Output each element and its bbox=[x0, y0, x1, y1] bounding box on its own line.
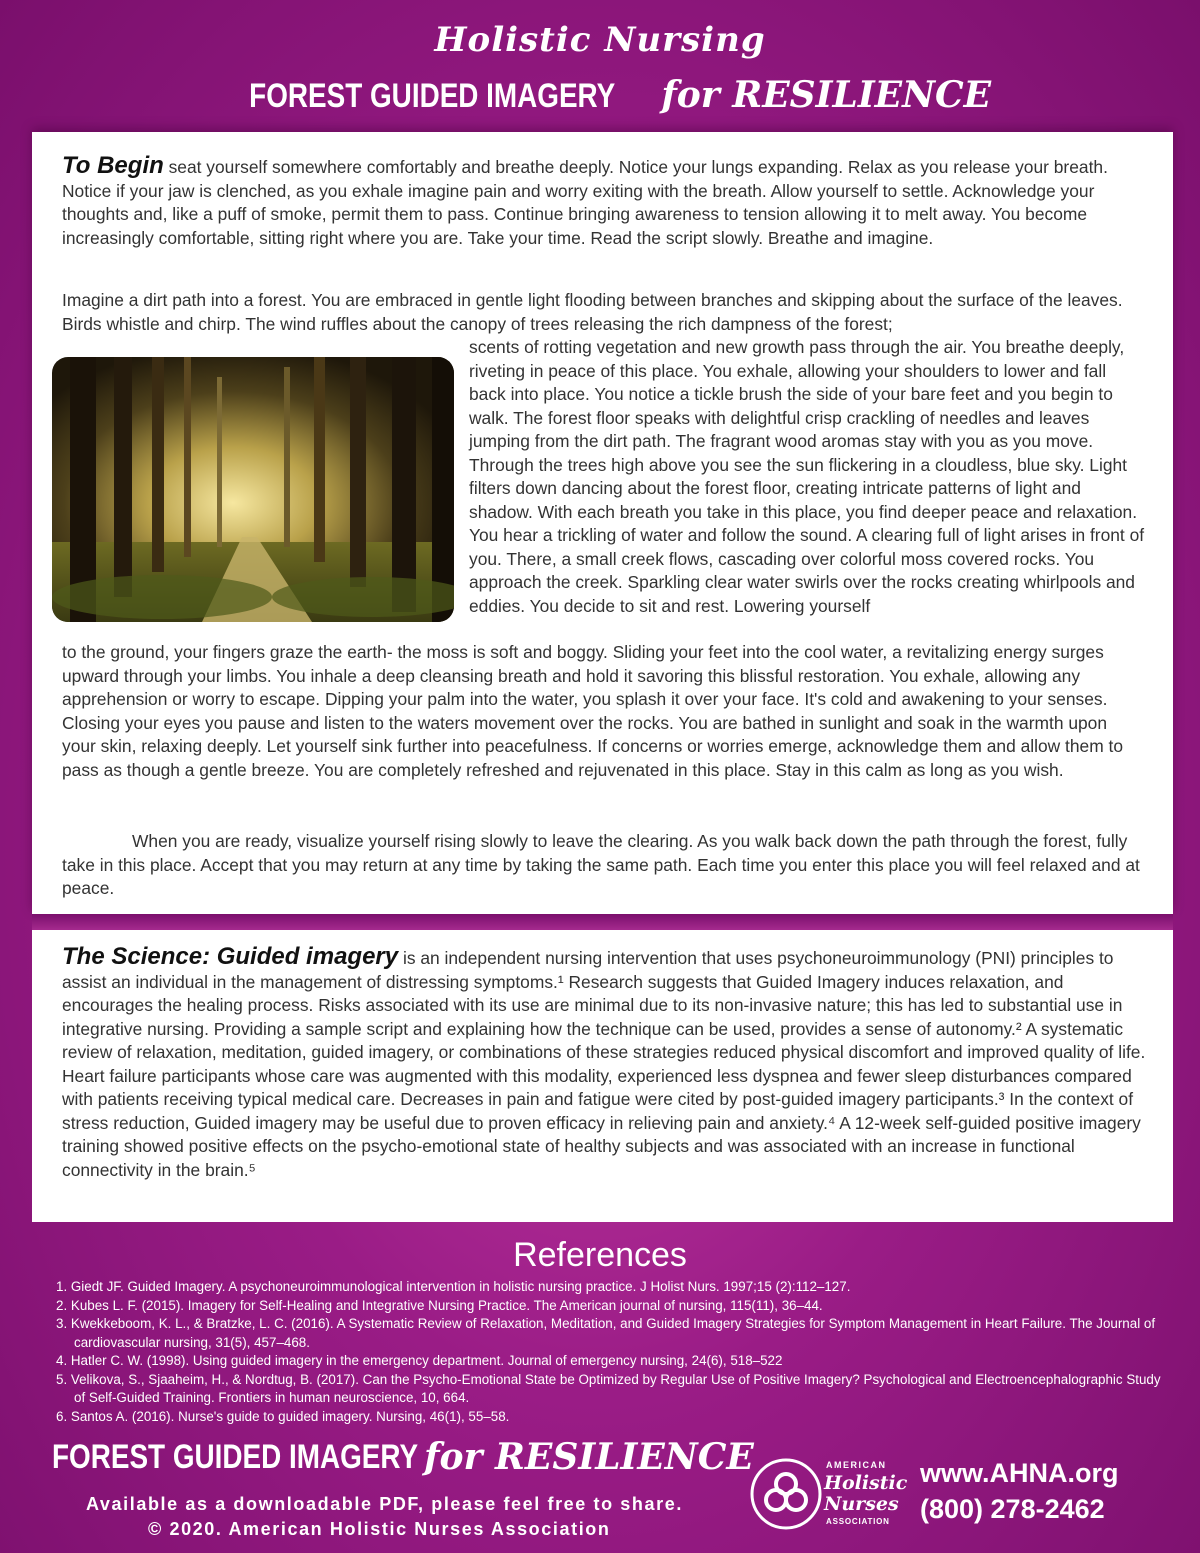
forest-path-image bbox=[52, 357, 454, 622]
intro-paragraph bbox=[62, 154, 1142, 250]
footer-title-script: for RESILIENCE bbox=[424, 1436, 754, 1478]
logo-line-american: AMERICAN bbox=[826, 1460, 887, 1470]
header bbox=[0, 0, 1200, 130]
phone-number: (800) 278-2462 bbox=[920, 1494, 1105, 1524]
references-title: References bbox=[513, 1236, 687, 1274]
references-list bbox=[56, 1278, 1166, 1426]
header-title-main: FOREST GUIDED IMAGERY bbox=[249, 77, 616, 115]
intro-lead: To Begin bbox=[62, 152, 164, 179]
forest-photo bbox=[52, 357, 454, 622]
reference-item: 6. Santos A. (2016). Nurse's guide to guided imagery. Nursing, 46(1), 55–58. bbox=[56, 1408, 510, 1424]
footer-title bbox=[52, 1436, 754, 1478]
intro-text: seat yourself somewhere comfortably and breathe deeply. Notice your lungs expanding. Relax as you release your breath. Notice if your jaw is clenched, as you exhale imagine pain and worry exiting with the breath. Allow yourself to settle. Acknowledge your thoughts and, like a puff of smoke, permit them to pass. Continue bringing awareness to tension allowing it to melt away. You become increasingly comfortable, sitting right where you are. Take your time. Read the script slowly. Breathe and imagine. bbox=[62, 157, 1108, 248]
logo-line-holistic: Holistic bbox=[824, 1472, 908, 1494]
section-divider bbox=[32, 914, 1173, 930]
logo-line-association: ASSOCIATION bbox=[826, 1517, 890, 1526]
header-subtitle: Holistic Nursing bbox=[434, 20, 766, 60]
ahna-triple-circle-icon bbox=[748, 1456, 920, 1534]
website-link[interactable]: www.AHNA.org bbox=[920, 1458, 1119, 1488]
science-lead: The Science: Guided imagery bbox=[62, 943, 399, 970]
reference-item: 5. Velikova, S., Sjaaheim, H., & Nordtug, B. (2017). Can the Psycho-Emotional State be Optimized by Regular Use of Positive Imagery? Psychological and Electroencephalographic Study of Self-Guided Training. Frontiers in human neuroscience, 10, 664. bbox=[56, 1371, 1161, 1405]
closing-paragraph: When you are ready, visualize yourself rising slowly to leave the clearing. As you walk back down the path through the forest, fully take in this place. Accept that you may return at any time by taking the same path. Each time you enter this place you will feel relaxed and at peace. bbox=[62, 831, 1140, 898]
reference-item: 4. Hatler C. W. (1998). Using guided imagery in the emergency department. Journal of emergency nursing, 24(6), 518–522 bbox=[56, 1353, 783, 1368]
ahna-logo bbox=[748, 1456, 920, 1534]
science-paragraph bbox=[62, 945, 1147, 1182]
imagery-bottom-paragraph: to the ground, your fingers graze the earth- the moss is soft and boggy. Sliding your feet into the cool water, a revitalizing energy surges upward through your limbs. You inhale a deep cleansing breath and hold it savoring this blissful restoration. You exhale, allowing any apprehension or worry to escape. Dipping your palm into the water, you splash it over your face. It's cold and awakening to your senses. Closing your eyes you pause and listen to the waters movement over the rocks. You are bathed in sunlight and soak in the warmth upon your skin, relaxing deeply. Let yourself sink further into peacefulness. If concerns or worries emerge, acknowledge them and allow them to pass as though a gentle breeze. You are completely refreshed and rejuvenated in this place. Stay in this calm as long as you wish. bbox=[62, 642, 1124, 780]
imagery-top-paragraph: Imagine a dirt path into a forest. You are embraced in gentle light flooding between branches and skipping about the surface of the leaves. Birds whistle and chirp. The wind ruffles about the canopy of trees releasing the rich dampness of the forest; bbox=[62, 290, 1123, 334]
footer-title-main: FOREST GUIDED IMAGERY bbox=[52, 1438, 419, 1476]
imagery-side-paragraph: scents of rotting vegetation and new growth pass through the air. You breathe deeply, riveting in peace of this place. You exhale, allowing your shoulders to lower and fall back into place. You notice a tickle brush the side of your bare feet and you begin to walk. The forest floor speaks with delightful crisp crackling of needles and leaves jumping from the dirt path. The fragrant wood aromas stay with you as you move. Through the trees high above you see the sun flickering in a cloudless, blue sky. Light filters down dancing about the forest floor, creating intricate patterns of light and shadow. With each breath you take in this place, you find deeper peace and relaxation. You hear a trickling of water and follow the sound. A clearing full of light arises in front of you. There, a small creek flows, cascading over colorful moss covered rocks. You approach the creek. Sparkling clear water swirls over the rocks creating whirlpools and eddies. You decide to sit and rest. Lowering yourself bbox=[469, 337, 1145, 616]
header-title-script: for RESILIENCE bbox=[661, 74, 992, 116]
header-title bbox=[0, 74, 1200, 116]
footer-copyright: © 2020. American Holistic Nurses Association bbox=[148, 1519, 611, 1539]
science-text: is an independent nursing intervention that uses psychoneuroimmunology (PNI) principles to assist an individual in the management of distressing symptoms.¹ Research suggests that Guided Imagery induces relaxation, and encourages the healing process. Risks associated with its use are minimal due to its non-invasive nature; this has led to substantial use in integrative nursing. Providing a sample script and explaining how the technique can be used, provides a sense of autonomy.² A systematic review of relaxation, meditation, guided imagery, or combinations of these strategies reduced physical discomfort and improved quality of life. Heart failure participants whose care was augmented with this modality, experienced less dyspnea and fewer sleep disturbances compared with patients receiving typical medical care. Decreases in pain and fatigue were cited by post-guided imagery participants.³ In the context of stress reduction, Guided imagery may be useful due to proven efficacy in relieving pain and anxiety.⁴ A 12-week self-guided positive imagery training showed positive effects on the psycho-emotional state of healthy subjects and was associated with an increase in functional connectivity in the brain.⁵ bbox=[62, 948, 1146, 1180]
reference-item: 1. Giedt JF. Guided Imagery. A psychoneuroimmunological intervention in holistic nursing practice. J Holist Nurs. 1997;15 (2):112–127. bbox=[56, 1279, 851, 1294]
reference-item: 2. Kubes L. F. (2015). Imagery for Self-Healing and Integrative Nursing Practice. The American journal of nursing, 115(11), 36–44. bbox=[56, 1297, 823, 1313]
reference-item: 3. Kwekkeboom, K. L., & Bratzke, L. C. (2016). A Systematic Review of Relaxation, Meditation, and Guided Imagery Strategies for Symptom Management in Heart Failure. The Journal of cardiovascular nursing, 31(5), 457–468. bbox=[56, 1316, 1156, 1350]
footer-download-note: Available as a downloadable PDF, please feel free to share. bbox=[86, 1494, 683, 1514]
logo-line-nurses: Nurses bbox=[824, 1493, 899, 1515]
